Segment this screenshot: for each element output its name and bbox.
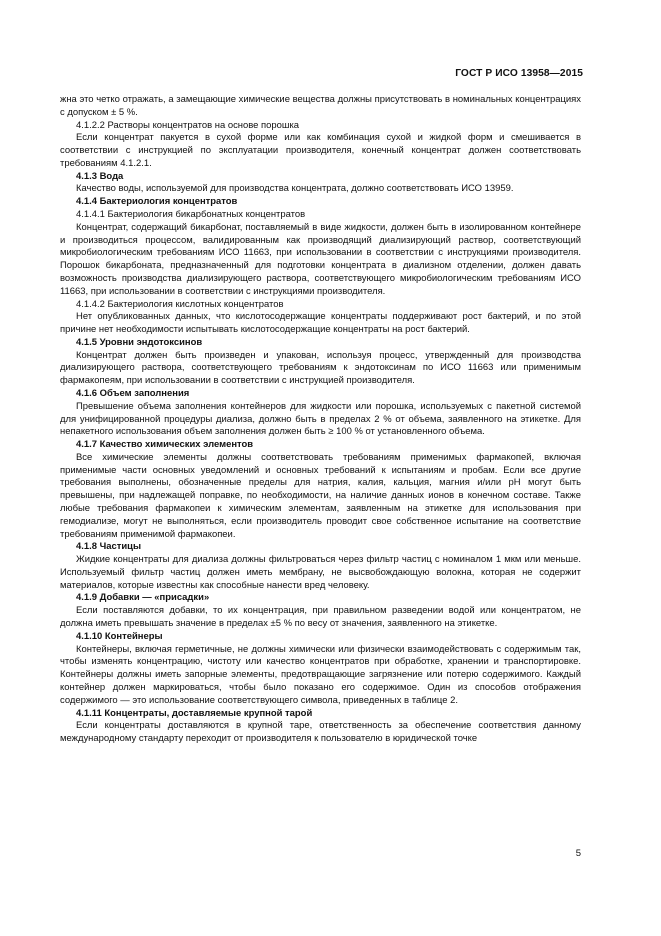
section-heading-water: 4.1.3 Вода	[76, 170, 124, 182]
paragraph-continuation: жна это четко отражать, а замещающие химические вещества должны присутствовать в номинальных концентрациях с допуском ± 5 %.	[60, 94, 581, 118]
paragraph-powder-concentrates: Если концентрат пакуется в сухой форме или как комбинация сухой и жидкой форм и смешивается в соответствии с инструкцией по эксплуатации производителя, конечный концентрат должен соответствовать требованиям 4.1.2.1.	[60, 132, 581, 169]
document-body	[60, 94, 581, 746]
paragraph-bulk-concentrates: Если концентраты доставляются в крупной таре, ответственность за обеспечение соответствия данному международному стандарту переходит от производителя к пользователю в юридической точке	[60, 720, 581, 745]
paragraph-additives: Если поставляются добавки, то их концентрация, при правильном разведении водой или концентратом, не должна иметь превышать значение в пределах ±5 % по весу от значения, заявленного на этикетке.	[60, 605, 581, 630]
section-heading-bulk-concentrates: 4.1.11 Концентраты, доставляемые крупной тарой	[76, 707, 313, 719]
subclause-4-1-4-1-title: 4.1.4.1 Бактериология бикарбонатных концентратов	[76, 209, 306, 221]
document-header: ГОСТ Р ИСО 13958—2015	[455, 68, 583, 79]
subclause-4-1-2-2-title: 4.1.2.2 Растворы концентратов на основе порошка	[76, 119, 300, 131]
paragraph-containers: Контейнеры, включая герметичные, не должны химически или физически взаимодействовать с содержимым так, чтобы изменять концентрацию, чистоту или качество концентратов при обработке, хранении и транспортировке. Контейнеры должны иметь запорные элементы, предотвращающие загрязнение или потерю содержимого. Каждый контейнер должен маркироваться, чтобы было показано его содержимое. Один из способов отображения содержимого — это использование соответствующего символа, приведенных в таблице 2.	[60, 643, 581, 706]
paragraph-water: Качество воды, используемой для производства концентрата, должно соответствовать ИСО 13959.	[76, 183, 514, 195]
section-heading-fill-volume: 4.1.6 Объем заполнения	[76, 387, 190, 399]
subclause-4-1-4-2-title: 4.1.4.2 Бактериология кислотных концентратов	[76, 298, 284, 310]
section-heading-endotoxins: 4.1.5 Уровни эндотоксинов	[76, 336, 203, 348]
paragraph-chemical-quality: Все химические элементы должны соответствовать требованиям применимых фармакопей, включая применимые части основных уведомлений и основных требований к испытаниям и пробам. Если все другие требования выполнены, обозначенные пределы для натрия, калия, кальция, магния и/или pH могут быть превышены, при надлежащей поправке, по необходимости, на наличие данных ионов в конечном составе. Также любые требования фармакопеи к химическим элементам, заявленным на этикетке для использования при гемодиализе, могут не выполняться, если производитель проводит свое собственное испытание на соответствие требованиям применимой фармакопеи.	[60, 451, 581, 540]
page-number: 5	[575, 848, 581, 859]
paragraph-acid-concentrates: Нет опубликованных данных, что кислотосодержащие концентраты поддерживают рост бактерий, и по этой причине нет необходимости испытывать кислотосодержащие концентраты на рост бактерий.	[60, 311, 581, 336]
section-heading-additives: 4.1.9 Добавки — «присадки»	[76, 592, 210, 604]
paragraph-fill-volume: Превышение объема заполнения контейнеров для жидкости или порошка, используемых с пакетной системой для унифицированной процедуры диализа, должно быть в пределах 2 % от объема, заявленного на этикетке. Для непакетного использования объем заполнения должен быть ≥ 100 % от установленного объема.	[60, 400, 581, 438]
paragraph-endotoxins: Концентрат должен быть произведен и упакован, используя процесс, утвержденный для производства диализирующего раствора, соответствующего требованиям к эндотоксинам по ИСО 11663 или применимым фармакопеям, при использовании в соответствии с инструкцией производителя.	[60, 349, 581, 387]
section-heading-chemical-quality: 4.1.7 Качество химических элементов	[76, 439, 254, 451]
section-heading-bacteriology: 4.1.4 Бактериология концентратов	[76, 196, 238, 208]
section-heading-particles: 4.1.8 Частицы	[76, 541, 142, 553]
section-heading-containers: 4.1.10 Контейнеры	[76, 630, 163, 642]
paragraph-particles: Жидкие концентраты для диализа должны фильтроваться через фильтр частиц с номиналом 1 мкм или меньше. Используемый фильтр частиц должен иметь мембрану, не высвобождающую волокна, которая не содержит материалов, которые известны как способные нанести вред человеку.	[60, 554, 581, 591]
paragraph-bicarbonate: Концентрат, содержащий бикарбонат, поставляемый в виде жидкости, должен быть в изолированном контейнере и производиться процессом, валидированным как производящий диализирующий раствор, соответствующий микробиологическим требованиям ИСО 11663, при использовании в соответствии с инструкциями производителя. Порошок бикарбоната, предназначенный для подготовки концентрата в диализном отделении, должен давать возможность производства диализирующего раствора, соответствующего микробиологическим требованиям ИСО 11663, при использовании в соответствии с инструкциями производителя.	[60, 221, 581, 297]
